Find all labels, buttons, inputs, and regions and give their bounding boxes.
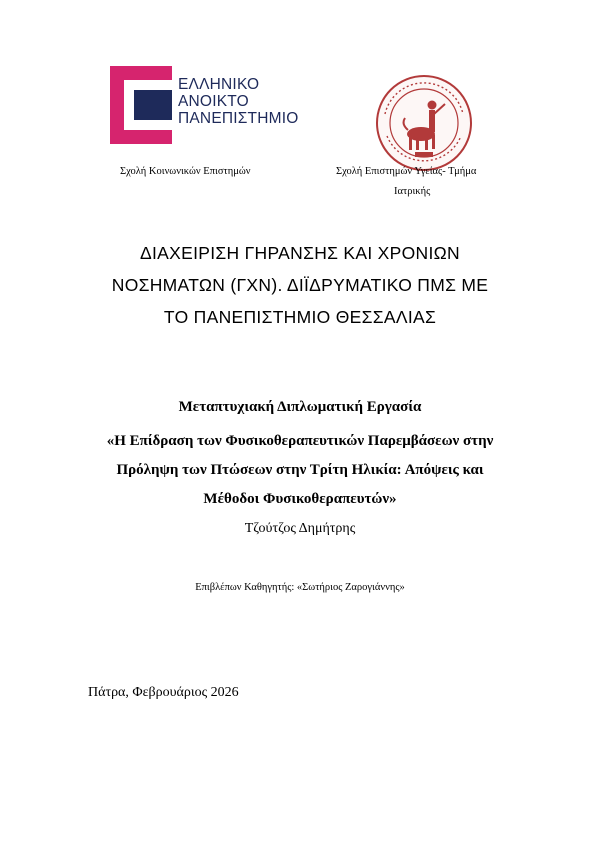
school-right-line2: Ιατρικής [394,186,431,197]
place-date: Πάτρα, Φεβρουάριος 2026 [88,685,239,700]
eap-logo-line3: ΠΑΝΕΠΙΣΤΗΜΙΟ [178,110,299,127]
eap-logo-line1: ΕΛΛΗΝΙΚΟ [178,76,260,93]
program-title-line1: ΔΙΑΧΕΙΡΙΣΗ ΓΗΡΑΝΣΗΣ ΚΑΙ ΧΡΟΝΙΩΝ [140,243,460,263]
program-title-line2: ΝΟΣΗΜΑΤΩΝ (ΓΧΝ). ΔΙΪΔΡΥΜΑΤΙΚΟ ΠΜΣ ΜΕ [111,275,489,295]
school-right-line1: Σχολή Επιστημών Υγείας- Τμήμα [336,166,477,177]
thesis-title-line3: Μέθοδοι Φυσικοθεραπευτών» [203,491,397,507]
author-name: Τζούτζος Δημήτρης [244,521,356,536]
uth-seal-logo [375,74,473,172]
eap-logo-mark [110,66,172,144]
thesis-title-line1: «Η Επίδραση των Φυσικοθεραπευτικών Παρεμβάσεων στην [106,433,494,449]
school-health-sciences [336,162,511,202]
program-title-line3: ΤΟ ΠΑΝΕΠΙΣΤΗΜΙΟ ΘΕΣΣΑΛΙΑΣ [163,307,437,327]
eap-logo [110,66,299,144]
thesis-title-line2: Πρόληψη των Πτώσεων στην Τρίτη Ηλικία: Απόψεις και [116,462,484,478]
school-social-sciences: Σχολή Κοινωνικών Επιστημών [120,166,251,177]
thesis-type: Μεταπτυχιακή Διπλωματική Εργασία [178,399,422,415]
supervisor: Επιβλέπων Καθηγητής: «Σωτήριος Ζαρογιάννης» [195,582,405,593]
eap-logo-line2: ΑΝΟΙΚΤΟ [178,93,249,110]
